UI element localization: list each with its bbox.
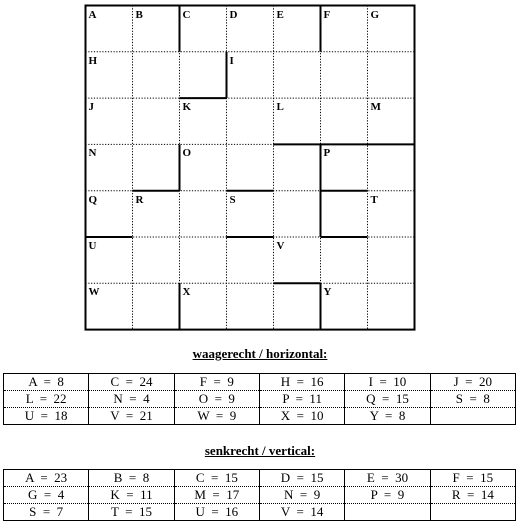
cage-label: Q [88,193,98,206]
clue-cell: W = 9 [174,408,259,425]
clue-row [4,408,516,425]
horizontal-clues-title: waagerecht / horizontal: [192,346,328,361]
cage-label: F [323,8,331,21]
cage-label: K [182,101,192,114]
clue-cell: V = 21 [89,408,174,425]
cage-label: P [323,147,331,160]
clue-cell: N = 9 [259,487,344,504]
clue-cell: D = 15 [259,470,344,487]
clue-cell: U = 16 [174,504,259,521]
puzzle-grid [84,4,416,331]
clue-cell [345,504,430,521]
clue-cell: H = 16 [259,374,344,391]
cage-label: O [182,147,192,160]
cage-label: G [370,8,380,21]
clue-cell: X = 10 [259,408,344,425]
cage-label: M [370,101,381,114]
clue-cell: V = 14 [259,504,344,521]
clue-cell: G = 4 [4,487,89,504]
clue-row [4,470,516,487]
cage-label: C [182,8,191,21]
clue-cell: S = 8 [430,391,515,408]
clue-cell: N = 4 [89,391,174,408]
clue-row [4,374,516,391]
cage-label: Y [323,286,332,299]
clue-cell: Q = 15 [345,391,430,408]
clue-cell: C = 24 [89,374,174,391]
clue-row [4,504,516,521]
cage-label: X [182,286,191,299]
cage-label: V [276,240,285,252]
grid-lines [84,4,416,331]
cage-label: B [135,8,143,21]
clue-cell [430,504,515,521]
cage-label: U [88,240,97,252]
clue-cell: E = 30 [345,470,430,487]
clue-cell: U = 18 [4,408,89,425]
clue-row [4,487,516,504]
clue-cell: O = 9 [174,391,259,408]
cage-label: D [229,8,238,21]
clue-cell: B = 8 [89,470,174,487]
cage-label: I [229,54,234,67]
clue-cell: T = 15 [89,504,174,521]
clue-row [4,391,516,408]
clue-cell: I = 10 [345,374,430,391]
cage-label: E [276,8,284,21]
vertical-clues-table [3,469,516,521]
clue-cell: P = 9 [345,487,430,504]
clue-cell: R = 14 [430,487,515,504]
clue-cell: F = 15 [430,470,515,487]
clue-cell: F = 9 [174,374,259,391]
cage-label: A [88,8,97,21]
clue-cell: A = 8 [4,374,89,391]
cage-label: T [370,193,378,206]
cage-label: W [88,286,100,299]
clue-cell: L = 22 [4,391,89,408]
cage-label: R [135,193,144,206]
clue-cell: M = 17 [174,487,259,504]
cage-label: H [88,54,98,67]
clue-cell: P = 11 [259,391,344,408]
cage-label: S [229,193,236,206]
grid-frame [86,6,415,330]
clue-cell: A = 23 [4,470,89,487]
cage-label: L [276,101,284,114]
clue-cell: J = 20 [430,374,515,391]
cage-label: N [88,147,97,160]
clue-cell: Y = 8 [345,408,430,425]
clue-cell: C = 15 [174,470,259,487]
clue-cell: S = 7 [4,504,89,521]
clue-cell [430,408,515,425]
horizontal-clues-table [3,373,516,425]
vertical-clues-title: senkrecht / vertical: [204,443,316,458]
cage-label: J [88,101,94,114]
clue-cell: K = 11 [89,487,174,504]
